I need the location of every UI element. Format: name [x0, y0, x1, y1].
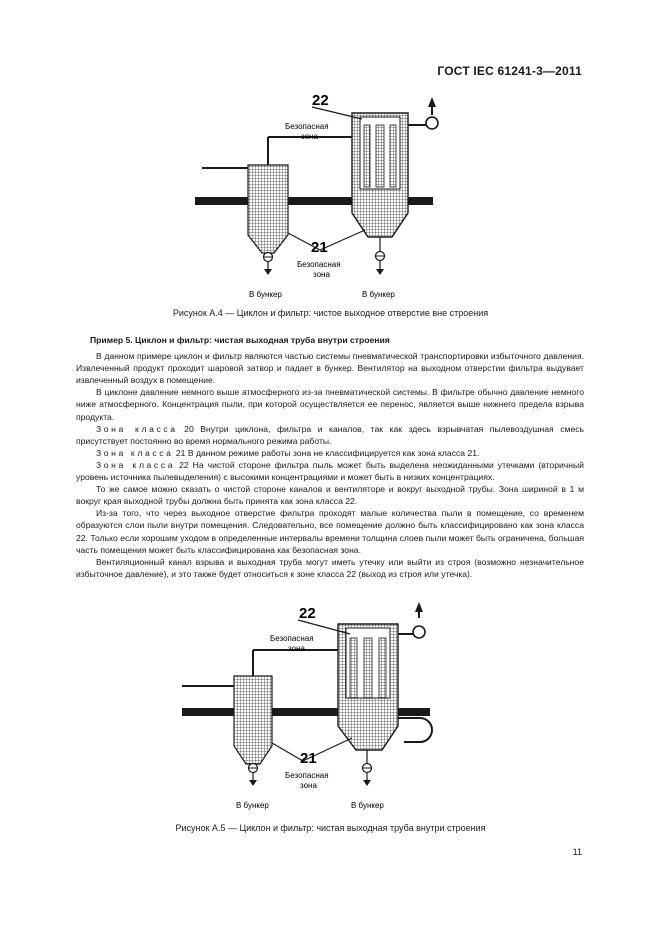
paragraph: В циклоне давление немного выше атмосферного из-за пневматической системы. В фильтре обычно давление немного ниже атмосферного. Концентрация пыли, при которой осуществляется ее перенос, является выше нижнего предела взрыва продукта.: [76, 387, 584, 422]
zone-term: Зона класса: [96, 459, 176, 470]
paragraph: То же самое можно сказать о чистой стороне каналов и вентиляторе и вокруг выходной трубы. Зона шириной в 1 м вокруг края выходной трубы должна быть принята как зона класса 22.: [76, 484, 584, 507]
safe-zone-label: зона: [288, 644, 305, 653]
arrow-up-icon: [415, 602, 423, 612]
paragraph: Зона класса 21 В данном режиме работы зона не классифицируется как зона класса 21.: [96, 447, 480, 458]
label-22: 22: [299, 605, 316, 622]
figure-a4-caption: Рисунок А.4 — Циклон и фильтр: чистое выходное отверстие вне строения: [172, 308, 489, 318]
document-header: ГОСТ IEC 61241-3—2011: [437, 64, 582, 78]
fan-icon: [426, 117, 438, 129]
safe-zone-label: Безопасная: [297, 260, 341, 269]
figure-a5-diagram: [0, 598, 661, 818]
safe-zone-label: Безопасная: [285, 771, 329, 780]
to-bunker-label: В бункер: [362, 290, 395, 299]
arrow-down-icon: [376, 269, 384, 275]
cyclone: [234, 676, 272, 764]
to-bunker-label: В бункер: [249, 290, 282, 299]
safe-zone-label: зона: [313, 270, 330, 279]
arrow-up-icon: [428, 97, 436, 107]
paragraph: Вентиляционный канал взрыва и выходная труба могут иметь утечку или выйти из строя (возможно незначительное избыточное давление), и это также будет относиться к зоне класса 22 (выход из строя или утечка).: [76, 556, 584, 579]
zone-term: Зона класса: [96, 447, 174, 458]
paragraph: Из-за того, что через выходное отверстие фильтра проходят малые количества пыли в помещение, со временем образуются слои пыли внутри помещения. Следовательно, все помещение должно быть классифицировано как зона класса 22. Только если хорошим уходом в определенные интервалы времени толщина слоев пыли может быть ограничена, большая часть помещения может быть классифицирована как безопасная зона.: [76, 508, 584, 555]
arrow-down-icon: [249, 780, 257, 786]
safe-zone-label: Безопасная: [285, 122, 329, 131]
to-bunker-label: В бункер: [236, 801, 269, 810]
zone-term: Зона класса: [96, 423, 178, 434]
example-heading: Пример 5. Циклон и фильтр: чистая выходная труба внутри строения: [90, 335, 390, 345]
body-text: [76, 334, 584, 580]
figure-a4-diagram: [0, 85, 661, 305]
safe-zone-label: Безопасная: [270, 634, 314, 643]
label-22: 22: [312, 92, 329, 109]
paragraph: Зона класса 20 Внутри циклона, фильтра и каналов, так как здесь взрывчатая пылевоздушная смесь присутствует постоянно во время нормального режима работы.: [76, 423, 584, 446]
cyclone: [248, 165, 288, 253]
fan-icon: [413, 626, 425, 638]
paragraph: В данном примере циклон и фильтр являются частью системы пневматической транспортировки избыточного давления. Извлеченный продукт проходит шаровой затвор и падает в бункер. Вентилятор на выходном отверстии фильтра выдувает извлеченный воздух в помещение.: [76, 351, 584, 386]
figure-a5-caption: Рисунок А.5 — Циклон и фильтр: чистая выходная труба внутри строения: [175, 823, 486, 833]
label-21: 21: [311, 239, 328, 256]
arrow-down-icon: [363, 780, 371, 786]
paragraph: Зона класса 22 На чистой стороне фильтра пыль может быть выделена неожиданными утечками (вторичный уровень источника пылевыделения) с высокими концентрациями и может быть в низких концентрациях.: [76, 459, 584, 483]
safe-zone-label: зона: [300, 781, 317, 790]
arrow-down-icon: [264, 269, 272, 275]
label-21: 21: [300, 750, 317, 767]
to-bunker-label: В бункер: [351, 801, 384, 810]
page-number: 11: [572, 847, 582, 857]
safe-zone-label: зона: [301, 132, 318, 141]
outlet-loop: [398, 718, 432, 742]
